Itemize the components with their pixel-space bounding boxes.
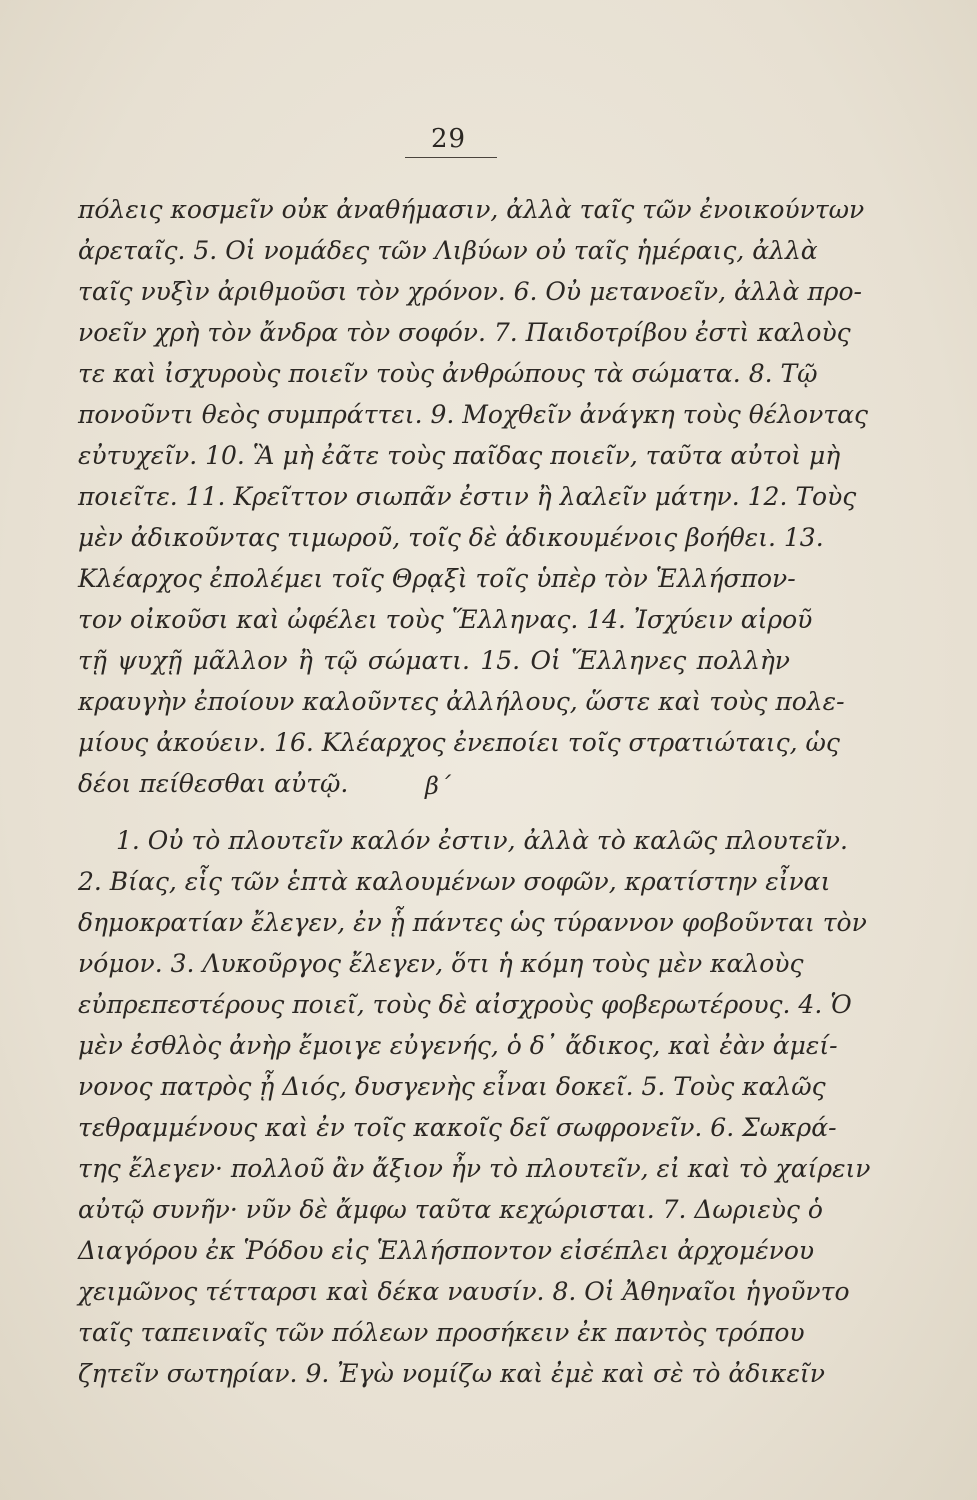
section-marker: β΄	[425, 772, 451, 800]
text-line: νονος πατρὸς ᾖ Διός, δυσγενὴς εἶναι δοκεῖ. 5. Τοὺς καλῶς	[78, 1072, 826, 1101]
text-line: Κλέαρχος ἐπολέμει τοῖς Θρᾳξὶ τοῖς ὑπὲρ τὸν Ἑλλήσπον-	[78, 564, 796, 593]
text-line: τεθραμμένους καὶ ἐν τοῖς κακοῖς δεῖ σωφρονεῖν. 6. Σωκρά-	[78, 1113, 837, 1142]
page-number: 29	[430, 124, 467, 154]
header-rule	[405, 157, 497, 158]
text-line: νοεῖν χρὴ τὸν ἄνδρα τὸν σοφόν. 7. Παιδοτρίβου ἐστὶ καλοὺς	[78, 318, 851, 347]
text-line: μὲν ἐσθλὸς ἀνὴρ ἔμοιγε εὐγενής, ὁ δ᾽ ἄδικος, καὶ ἐὰν ἀμεί-	[78, 1031, 838, 1060]
text-line: 1. Οὐ τὸ πλουτεῖν καλόν ἐστιν, ἀλλὰ τὸ καλῶς πλουτεῖν.	[116, 826, 848, 855]
text-line: μὲν ἀδικοῦντας τιμωροῦ, τοῖς δὲ ἀδικουμένοις βοήθει. 13.	[78, 523, 824, 552]
paragraph-1	[78, 189, 869, 804]
text-line: δημοκρατίαν ἔλεγεν, ἐν ᾗ πάντες ὡς τύραννον φοβοῦνται τὸν	[78, 908, 867, 937]
text-line: 2. Βίας, εἷς τῶν ἑπτὰ καλουμένων σοφῶν, κρατίστην εἶναι	[78, 867, 831, 896]
text-line: ταῖς ταπειναῖς τῶν πόλεων προσήκειν ἐκ παντὸς τρόπου	[78, 1318, 805, 1347]
text-line: δέοι πείθεσθαι αὐτῷ.	[78, 769, 349, 798]
text-line: ζητεῖν σωτηρίαν. 9. Ἐγὼ νομίζω καὶ ἐμὲ καὶ σὲ τὸ ἀδικεῖν	[78, 1359, 825, 1388]
paragraph-2	[78, 820, 871, 1394]
text-line: νόμον. 3. Λυκοῦργος ἔλεγεν, ὅτι ἡ κόμη τοὺς μὲν καλοὺς	[78, 949, 804, 978]
text-line: τε καὶ ἰσχυροὺς ποιεῖν τοὺς ἀνθρώπους τὰ σώματα. 8. Τῷ	[78, 359, 818, 388]
text-line: κραυγὴν ἐποίουν καλοῦντες ἀλλήλους, ὥστε καὶ τοὺς πολε-	[78, 687, 845, 716]
text-line: ποιεῖτε. 11. Κρεῖττον σιωπᾶν ἐστιν ἢ λαλεῖν μάτην. 12. Τοὺς	[78, 482, 857, 511]
text-line: εὐπρεπεστέρους ποιεῖ, τοὺς δὲ αἰσχροὺς φοβερωτέρους. 4. Ὁ	[78, 990, 852, 1019]
text-line: πόλεις κοσμεῖν οὐκ ἀναθήμασιν, ἀλλὰ ταῖς τῶν ἐνοικούντων	[78, 195, 865, 224]
text-line: Διαγόρου ἐκ Ῥόδου εἰς Ἑλλήσποντον εἰσέπλει ἀρχομένου	[78, 1236, 815, 1265]
text-line: ταῖς νυξὶν ἀριθμοῦσι τὸν χρόνον. 6. Οὐ μετανοεῖν, ἀλλὰ προ-	[78, 277, 862, 306]
text-line: τον οἰκοῦσι καὶ ὠφέλει τοὺς Ἕλληνας. 14. Ἰσχύειν αἱροῦ	[78, 605, 813, 634]
text-line: τῇ ψυχῇ μᾶλλον ἢ τῷ σώματι. 15. Οἱ Ἕλληνες πολλὴν	[78, 646, 790, 675]
text-line: εὐτυχεῖν. 10. Ἃ μὴ ἐᾶτε τοὺς παῖδας ποιεῖν, ταῦτα αὐτοὶ μὴ	[78, 441, 841, 470]
text-line: της ἔλεγεν· πολλοῦ ἂν ἄξιον ἦν τὸ πλουτεῖν, εἰ καὶ τὸ χαίρειν	[78, 1154, 871, 1183]
text-line: αὐτῷ συνῆν· νῦν δὲ ἄμφω ταῦτα κεχώρισται. 7. Δωριεὺς ὁ	[78, 1195, 823, 1224]
text-line: ἀρεταῖς. 5. Οἱ νομάδες τῶν Λιβύων οὐ ταῖς ἡμέραις, ἀλλὰ	[78, 236, 818, 265]
text-line: χειμῶνος τέτταρσι καὶ δέκα ναυσίν. 8. Οἱ Ἀθηναῖοι ἡγοῦντο	[78, 1277, 850, 1306]
text-line: πονοῦντι θεὸς συμπράττει. 9. Μοχθεῖν ἀνάγκη τοὺς θέλοντας	[78, 400, 869, 429]
text-line: μίους ἀκούειν. 16. Κλέαρχος ἐνεποίει τοῖς στρατιώταις, ὡς	[78, 728, 840, 757]
